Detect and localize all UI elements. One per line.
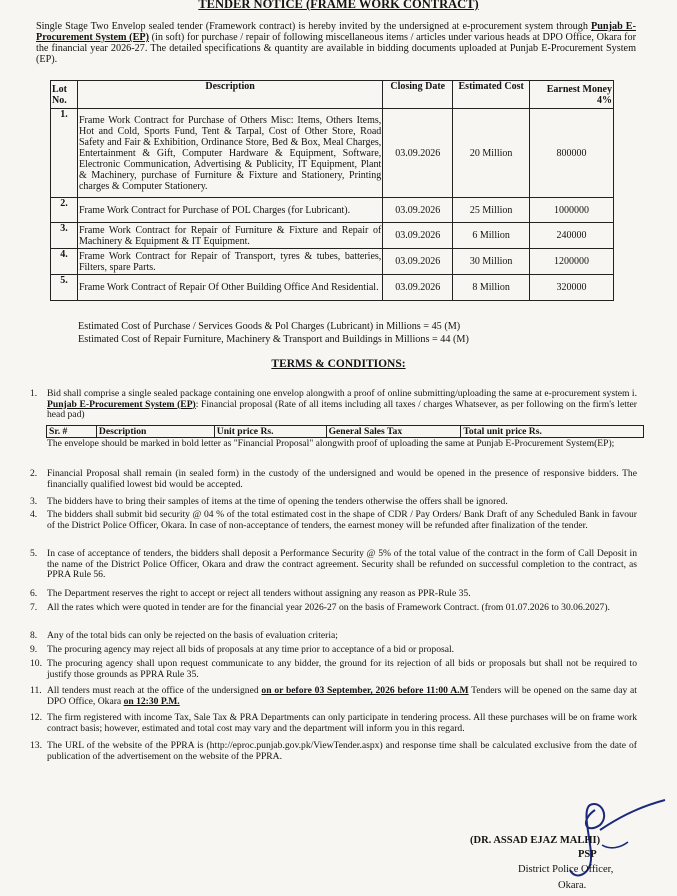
lot-description: Frame Work Contract for Purchase of POL Charges (for Lubricant). (77, 198, 382, 223)
header-lot: Lot No. (51, 81, 78, 109)
lot-closing-date: 03.09.2026 (383, 249, 453, 275)
header-description: Description (77, 81, 382, 109)
condition-number: 6. (30, 588, 38, 599)
condition-text: The envelope should be marked in bold letter as "Financial Proposal" alongwith proof of uploading the same at Punjab E-Procurement System(EP); (47, 438, 615, 449)
lot-estimated-cost: 20 Million (453, 109, 530, 198)
condition-text: All the rates which were quoted in tender are for the financial year 2026-27 on the basis of Framework Contract. (from 01.07.2026 to 30.06.2027). (47, 602, 610, 613)
condition-number: 7. (30, 602, 38, 613)
fp-col-total-price: Total unit price Rs. (461, 426, 644, 438)
officer-rank: PSP (578, 849, 597, 860)
condition-text: The bidders shall submit bid security @ 04 % of the total estimated cost in the shape of CDR / Pay Orders/ Bank Draft of any Scheduled Bank in favour of the District Police Officer, Okara. In case of non-acceptance of tenders, the earnest money will be refunded after finalization of the tender. (47, 509, 637, 531)
table-row (51, 249, 614, 275)
condition-text (47, 389, 637, 421)
fp-col-unit-price: Unit price Rs. (214, 426, 326, 438)
header-earnest-money: Earnest Money 4% (530, 81, 614, 109)
terms-heading: TERMS & CONDITIONS: (271, 358, 406, 370)
financial-proposal-header-row (47, 426, 644, 438)
financial-proposal-table (46, 425, 644, 438)
lot-estimated-cost: 30 Million (453, 249, 530, 275)
condition-text: Financial Proposal shall remain (in sealed form) in the custody of the undersigned and would be opened in the presence of responsive bidders. The financially qualified lowest bid would be accepted. (47, 468, 637, 490)
condition-number: 13. (30, 740, 42, 751)
fp-col-description: Description (96, 426, 214, 438)
lot-earnest-money: 1000000 (530, 198, 614, 223)
lots-table (50, 80, 614, 301)
condition-text-part: All tenders must reach at the office of the undersigned (47, 685, 262, 696)
lot-closing-date: 03.09.2026 (383, 223, 453, 249)
notice-title: TENDER NOTICE (FRAME WORK CONTRACT) (198, 0, 479, 11)
table-row (51, 198, 614, 223)
lot-description: Frame Work Contract for Purchase of Others Misc: Items, Others Items, Hot and Cold, Sports Fund, Tent & Tarpal, Cost of Other Store, Road Safety and Fair & Exhibition, Ordinance Store, Bed & Box, Meal Charges, Entertainment & Gift, Computer Hardware & Equipment, Software, Electronic Communication, Advertising & Publicity, IT Equipment, Plant & Machinery, purchase of Furniture & Fixture and Stationery, Printing charges & Computer Stationery. (77, 109, 382, 198)
fp-col-gst: General Sales Tax (326, 426, 461, 438)
condition-number: 10. (30, 658, 42, 669)
condition-text: The firm registered with income Tax, Sale Tax & PRA Departments can only participate in tendering process. All these purchases will be on frame work contract basis; however, estimated and total cost may vary and the department will inform you in this regard. (47, 712, 637, 734)
condition-number: 4. (30, 509, 38, 520)
lots-header-row (51, 81, 614, 109)
condition-number: 5. (30, 548, 38, 559)
lot-closing-date: 03.09.2026 (383, 275, 453, 301)
lot-earnest-money: 800000 (530, 109, 614, 198)
estimate-repair-total: Estimated Cost of Repair Furniture, Machinery & Transport and Buildings in Millions = 44 (M) (78, 334, 469, 345)
lot-earnest-money: 1200000 (530, 249, 614, 275)
estimate-purchase-total: Estimated Cost of Purchase / Services Goods & Pol Charges (Lubricant) in Millions = 45 (M) (78, 321, 461, 332)
lot-number: 2. (51, 198, 78, 223)
lot-number: 5. (51, 275, 78, 301)
condition-system-name: Punjab E-Procurement System (EP) (47, 398, 196, 410)
condition-text: The bidders have to bring their samples of items at the time of opening the tenders otherwise the offers shall be ignored. (47, 496, 508, 507)
table-row (51, 109, 614, 198)
intro-text: Single Stage Two Envelop sealed tender (Framework contract) is hereby invited by the undersigned at e-procurement system through (36, 21, 592, 32)
lot-earnest-money: 240000 (530, 223, 614, 249)
intro-system-name: Punjab E-Procurement System (EP) (36, 21, 636, 43)
lot-earnest-money: 320000 (530, 275, 614, 301)
condition-text-part: Bid shall comprise a single sealed package containing one envelop alongwith a proof of online submitting/uploading the same at e-procurement system i. (47, 388, 637, 399)
lot-estimated-cost: 25 Million (453, 198, 530, 223)
condition-text: In case of acceptance of tenders, the bidders shall deposit a Performance Security @ 5% of the total value of the contract in the form of Call Deposit in the name of the District Police Officer, Okara and draw the contract agreement. Security shall be refunded on successful completion to the contract, as PPRA Rule 56. (47, 548, 637, 581)
condition-text (47, 686, 637, 707)
condition-text: Any of the total bids can only be rejected on the basis of evaluation criteria; (47, 630, 338, 641)
table-row (51, 223, 614, 249)
table-row (51, 275, 614, 301)
tender-opening-time: on 12:30 P.M. (123, 695, 180, 707)
condition-number: 11. (30, 685, 42, 696)
lot-closing-date: 03.09.2026 (383, 109, 453, 198)
tender-deadline: on or before 03 September, 2026 before 11:00 A.M (261, 685, 469, 696)
intro-paragraph (36, 21, 636, 65)
condition-number: 12. (30, 712, 42, 723)
lot-estimated-cost: 8 Million (453, 275, 530, 301)
fp-col-sr: Sr. # (47, 426, 97, 438)
lot-description: Frame Work Contract for Repair of Furniture & Fixture and Repair of Machinery & Equipment & IT Equipment. (78, 224, 382, 247)
condition-text: The URL of the website of the PPRA is (http://eproc.punjab.gov.pk/ViewTender.aspx) and response time shall be calculated exclusive from the date of publication of the advertisement on the website of the PPRA. (47, 740, 637, 762)
lot-description: Frame Work Contract for Repair of Transport, tyres & tubes, batteries, Filters, spare Parts. (78, 250, 382, 273)
condition-number: 1. (30, 388, 38, 399)
condition-number: 8. (30, 630, 38, 641)
officer-name: (DR. ASSAD EJAZ MALHI) (470, 835, 601, 846)
officer-designation: District Police Officer, (518, 864, 614, 875)
officer-location: Okara. (558, 880, 587, 891)
condition-number: 2. (30, 468, 38, 479)
condition-text: The procuring agency shall upon request communicate to any bidder, the ground for its rejection of all bids or proposals but shall not be required to justify those grounds as PPRA Rule 35. (47, 658, 637, 680)
condition-text-part: : Financial proposal (Rate of all items including all taxes / charges Whatsever, as per following on the firm's letter head pad) (47, 398, 637, 421)
condition-number: 3. (30, 496, 38, 507)
condition-number: 9. (30, 644, 38, 655)
header-estimated-cost: Estimated Cost (453, 81, 530, 109)
lot-number: 3. (51, 223, 78, 249)
lot-description: Frame Work Contract of Repair Of Other Building Office And Residential. (77, 275, 382, 301)
intro-text-end: (in soft) for purchase / repair of following miscellaneous items / articles under various heads at DPO Office, Okara for the financial year 2026-27. The detailed specifications & quantity are available in bidding documents uploaded at Punjab E-Procurement System (EP). (36, 32, 636, 65)
lot-number: 1. (51, 109, 78, 198)
condition-text: The procuring agency may reject all bids of proposals at any time prior to acceptance of a bid or proposal. (47, 644, 455, 655)
condition-text: The Department reserves the right to accept or reject all tenders without assigning any reason as PPR-Rule 35. (47, 588, 471, 599)
lot-closing-date: 03.09.2026 (383, 198, 453, 223)
condition-text-part: Tenders will be opened on the same day at DPO Office, Okara (47, 685, 637, 707)
lot-estimated-cost: 6 Million (453, 223, 530, 249)
header-closing-date: Closing Date (383, 81, 453, 109)
lot-number: 4. (51, 249, 78, 275)
